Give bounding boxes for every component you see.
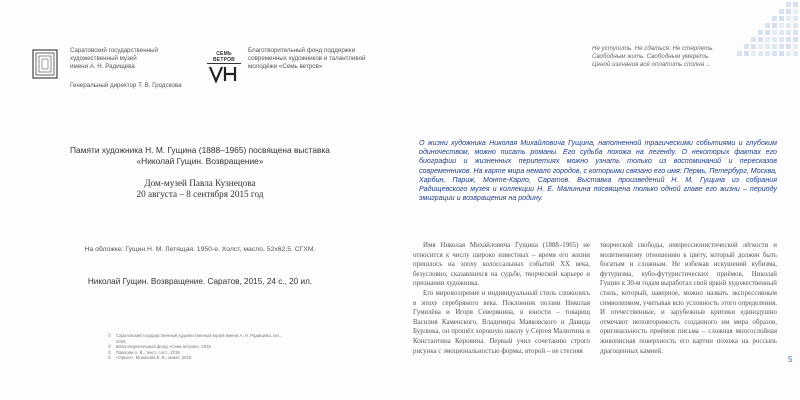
fond-logo-text: СЕМЬ ВЕТРОВ [207,51,241,64]
copyright-icon: © [108,355,112,361]
copyright-icon: © [108,344,112,350]
copyright-icon: © [108,349,112,355]
exhibition-venue: Дом-музей Павла Кузнецова 20 августа – 8 сентября 2015 год [136,178,264,199]
director-line: Генеральный директор Т. В. Гродскова [70,82,182,89]
copyright-row: © Павлова А. В., текст, сост., 2015 [108,349,180,355]
museum-logo-icon [32,49,58,79]
exhibition-title: Памяти художника Н. М. Гущина (1888–1965) посвящена выставка «Николай Гущин. Возвращение» [70,145,330,166]
dot-grid-decoration-icon [728,0,800,58]
cover-note: На обложке: Гущин Н. М. Летящая. 1950-е. Холст, масло. 52х62,5. СГХМ. [84,246,316,253]
copyright-row: © «Оркон», Монахова Е. В., макет, 2015 [108,355,192,361]
fond-logo [207,51,241,89]
text-column-1 [413,241,590,356]
page-number: 5 [788,355,793,364]
museum-name: Саратовский государственный художественный музей имени А. Н. Радищева [70,47,158,70]
intro-paragraph: О жизни художника Николая Михайловича Гущина, наполненной трагическими событиями и глубоким одиночеством, можно писать романы. Его судьба похожа на легенду. О некоторых фактах его биографии и жизненных перипетиях можно узнать только из воспоминаний и пересказов современников. На карте мира немало городов, с которыми связано его имя: Пермь, Петербург, Москва, Харбин, Париж, Монте-Карло, Саратов. Выставка произведений Н. М. Гущина из собрания Радищевского музея и коллекции Н. Е. Малинина посвящена только одной главе его жизни – периоду эмиграции и возвращения на родину. [419,139,777,203]
copyright-row: © Саратовский государственный художественный музей имени А. Н. Радищева, кат., 2015 [108,333,282,344]
text-column-2 [600,241,777,356]
right-page [400,0,800,400]
seven-winds-logo-icon [207,64,241,84]
copyright-icon: © [108,333,112,338]
copyright-row: © Благотворительный фонд «Семь ветров», 2015 [108,344,211,350]
fond-name: Благотворительный фонд поддержки современных художников и талантливой молодёжи «Семь ветров» [248,47,366,70]
copyright-block [108,333,288,361]
epigraph: Не уступить. Не сдаться. Не стерпеть. Свободным жить. Свободным умереть. Ценой изгнания всё оплатить сполна ... [592,45,715,68]
paragraph: Имя Николая Михайловича Гущина (1888–1965) не относится к числу широко известных – время его жизни пришлось на эпоху колоссальных событий XX века, безусловно, сказавшихся на судьбе, творческой карьере и признании художника. [413,242,590,288]
paragraph: Его мировоззрение и индивидуальный стиль сложились в эпоху серебряного века. Поклонник поэзии Николая Гумилёва и Игоря Северянина, в юности – товарищ Василия Каменского, Владимира Маяковского и Давида Бурлюка, он прошёл хорошую школу у Сергея Малютина и Константина Коровина. Первый учил сочетанию строго рисунка с эмоциональностью формы, второй – не стесняя [413,289,590,355]
bibliographic-line: Николай Гущин. Возвращение. Саратов, 2015, 24 с., 20 ил. [87,277,313,286]
paragraph: творческой свободы, импрессионистической лёгкости и молитвенному отношению к цвету, который должен быть богатым и сложным. Не избежав искушений кубизма, футуризма, кубо-футуристических приёмов, Николай Гущин к 30-м годам выработал свой яркий художественный стиль, который, наверное, можно назвать экспрессивным символизмом, учитывая всю условность этого определения. И отечественные, и зарубежные критики единодушно отмечают неповторимость созданного им мира образов, оригинальность приёмов письма – сложная многослойная живописная поверхность его картин похожа на россыпь драгоценных камней. [600,242,777,355]
